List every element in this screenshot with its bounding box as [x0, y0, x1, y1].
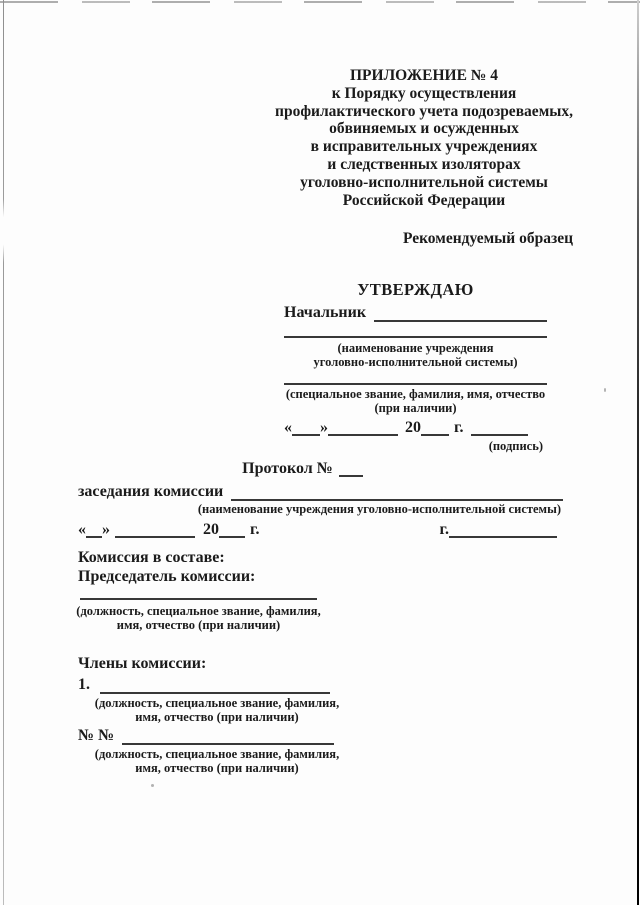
year-suffix: г.	[250, 521, 260, 538]
approval-block	[284, 281, 547, 453]
chief-label: Начальник	[284, 304, 367, 321]
appendix-line: Российской Федерации	[342, 191, 506, 209]
appendix-line: уголовно-исполнительной системы	[300, 173, 548, 191]
approval-date-row	[284, 419, 547, 436]
year-blank	[219, 534, 245, 538]
official-caption-2: (при наличии)	[374, 401, 457, 415]
numbers-captions	[92, 747, 342, 775]
protocol-date-row	[78, 521, 563, 538]
numbers-entry-row	[78, 727, 334, 745]
quote-close: »	[102, 521, 110, 538]
quote-open: «	[78, 521, 86, 538]
year-prefix: 20	[203, 521, 219, 538]
appendix-line: в исправительных учреждениях	[310, 138, 538, 156]
quote-open: «	[284, 419, 292, 436]
scan-edge-top	[0, 1, 640, 3]
protocol-title-label: Протокол №	[242, 460, 333, 477]
appendix-line: ПРИЛОЖЕНИЕ № 4	[350, 67, 498, 84]
member-captions	[92, 696, 342, 724]
appendix-line: и следственных изоляторах	[327, 155, 521, 173]
scan-edge-right	[637, 0, 639, 905]
signature-blank	[471, 432, 528, 436]
year-blank	[421, 432, 449, 436]
protocol-block	[78, 460, 563, 538]
member-index: 1.	[78, 676, 90, 693]
chief-name-blank	[374, 304, 547, 322]
commission-staff-heading: Комиссия в составе:	[78, 549, 225, 566]
scan-speck	[151, 784, 154, 787]
position-caption-2: имя, отчество (при наличии)	[135, 761, 299, 775]
numbers-label: № №	[78, 727, 115, 744]
meeting-label: заседания комиссии	[78, 483, 224, 500]
position-caption-2: имя, отчество (при наличии)	[135, 710, 299, 724]
appendix-line: обвиняемых и осужденных	[329, 120, 519, 138]
approve-title: УТВЕРЖДАЮ	[357, 280, 474, 299]
recommended-sample-label: Рекомендуемый образец	[402, 230, 573, 247]
protocol-number-blank	[339, 473, 363, 477]
institution-caption-1: (наименование учреждения	[337, 341, 494, 355]
meeting-row	[78, 483, 563, 501]
scan-edge-left	[3, 0, 4, 905]
appendix-line: профилактического учета подозреваемых,	[275, 102, 573, 120]
city-label: г.	[439, 521, 449, 538]
signature-caption: (подпись)	[488, 439, 543, 453]
protocol-institution-caption: (наименование учреждения уголовно-исполнительной системы)	[197, 502, 561, 516]
year-suffix: г.	[454, 419, 464, 436]
protocol-title	[78, 460, 563, 477]
position-caption-1: (должность, специальное звание, фамилия,	[94, 747, 340, 761]
commission-block	[78, 548, 498, 775]
chairman-heading: Председатель комиссии:	[78, 568, 256, 585]
meeting-institution-blank	[231, 483, 563, 501]
member-name-blank	[100, 676, 330, 694]
position-caption-1: (должность, специальное звание, фамилия,	[94, 696, 340, 710]
members-heading: Члены комиссии:	[78, 655, 207, 672]
member-entry-row	[78, 676, 330, 694]
institution-blank-line	[284, 336, 547, 338]
appendix-line: к Порядку осуществления	[331, 84, 517, 102]
year-prefix: 20	[405, 419, 421, 436]
position-caption-2: имя, отчество (при наличии)	[116, 618, 281, 632]
official-blank-line	[284, 383, 547, 385]
day-blank	[292, 432, 320, 436]
numbers-name-blank	[122, 727, 334, 745]
city-blank	[449, 534, 557, 538]
institution-caption-2: уголовно-исполнительной системы)	[313, 355, 518, 369]
day-blank	[86, 534, 102, 538]
month-blank	[328, 432, 398, 436]
scan-speck	[604, 388, 606, 392]
month-blank	[115, 534, 195, 538]
appendix-header	[263, 67, 585, 209]
position-caption-1: (должность, специальное звание, фамилия,	[76, 604, 321, 618]
quote-close: »	[320, 419, 328, 436]
chief-row	[284, 304, 547, 322]
chairman-name-blank	[80, 598, 317, 600]
official-caption-1: (специальное звание, фамилия, имя, отчество	[285, 387, 546, 401]
chairman-entry	[76, 598, 321, 632]
city-group	[440, 521, 557, 538]
